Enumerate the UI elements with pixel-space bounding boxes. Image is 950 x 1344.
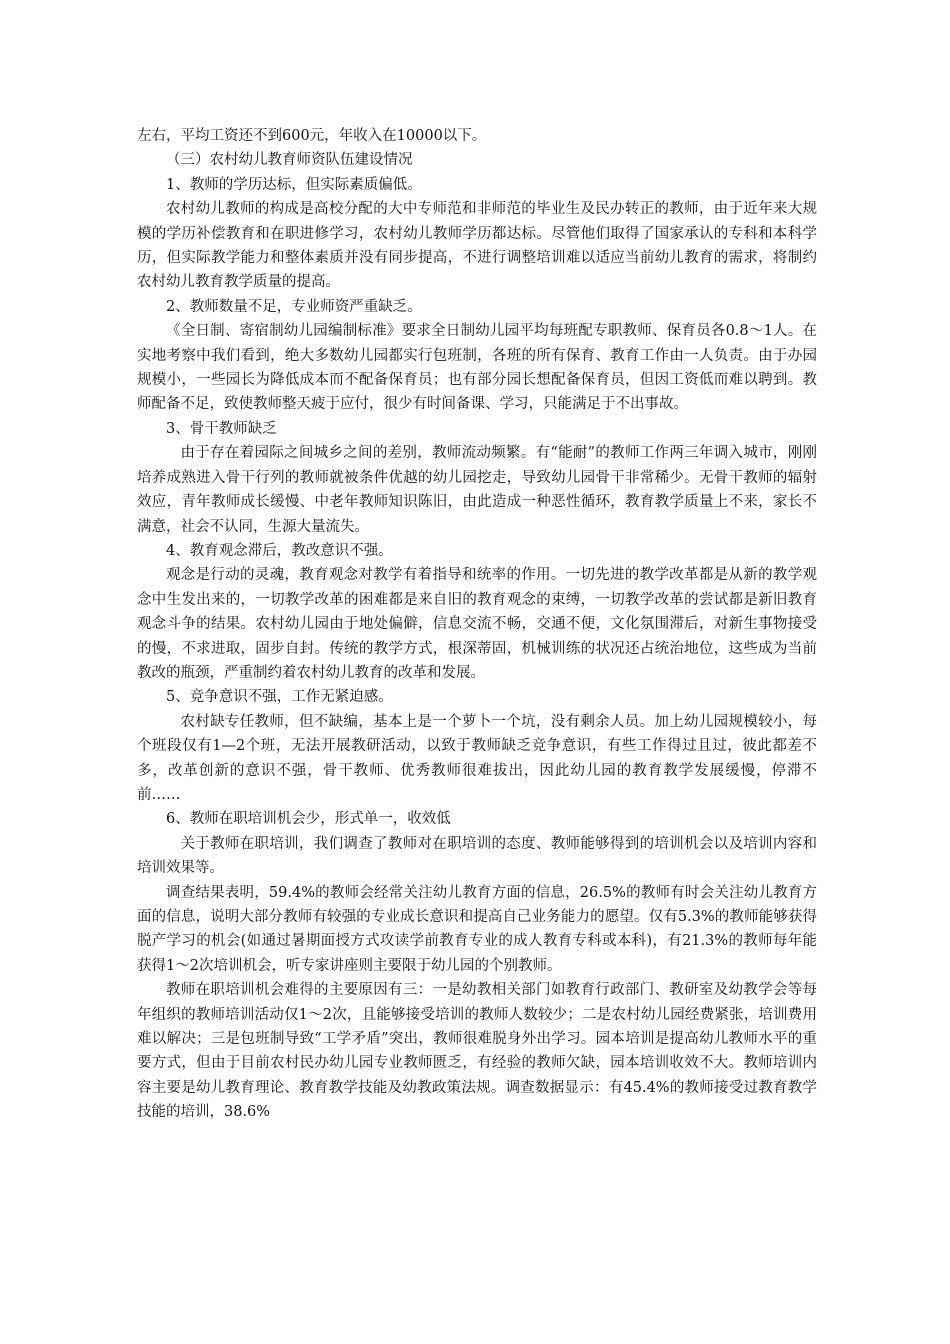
paragraph-5: 《全日制、寄宿制幼儿园编制标准》要求全日制幼儿园平均每班配专职教师、保育员各0.8～1人。在实地考察中我们看到，绝大多数幼儿园都实行包班制，各班的所有保育、教育工作由一人负责。由于办园规模小，一些园长为降低成本而不配备保育员；也有部分园长想配备保育员，但因工资低而难以聘到。教师配备不足，致使教师整天疲于应付，很少有时间备课、学习，只能满足于不出事故。 (137, 323, 817, 413)
subheading-5: 5、竞争意识不强，工作无紧迫感。 (166, 689, 393, 706)
subheading-6: 6、教师在职培训机会少，形式单一，收效低 (166, 811, 451, 828)
paragraph-0: 左右，平均工资还不到600元，年收入在10000以下。 (137, 128, 487, 144)
paragraph-11: 农村缺专任教师，但不缺编，基本上是一个萝卜一个坑，没有剩余人员。加上幼儿园规模较小，每个班段仅有1—2个班，无法开展教研活动，以致于教师缺乏竞争意识，有些工作得过且过，彼此都差不多，改革创新的意识不强，骨干教师、优秀教师很难拔出，因此幼儿园的教育教学发展缓慢，停滞不前…… (137, 713, 817, 803)
subheading-2: 2、教师数量不足，专业师资严重缺乏。 (166, 298, 422, 315)
paragraph-13: 关于教师在职培训，我们调查了教师对在职培训的态度、教师能够得到的培训机会以及培训内容和培训效果等。 (137, 835, 817, 877)
document-body (137, 124, 817, 1125)
subheading-1: 1、教师的学历达标，但实际素质偏低。 (166, 176, 422, 193)
paragraph-7: 由于存在着园际之间城乡之间的差别，教师流动频繁。有“能耐”的教师工作两三年调入城市，刚刚培养成熟进入骨干行列的教师就被条件优越的幼儿园挖走，导致幼儿园骨干非常稀少。无骨干教师的辐射效应，青年教师成长缓慢、中老年教师知识陈旧，由此造成一种恶性循环，教育教学质量上不来，家长不满意，社会不认同，生源大量流失。 (137, 445, 817, 535)
paragraph-9: 观念是行动的灵魂，教育观念对教学有着指导和统率的作用。一切先进的教学改革都是从新的教学观念中生发出来的，一切教学改革的困难都是来自旧的教育观念的束缚，一切教学改革的尝试都是新旧教育观念斗争的结果。农村幼儿园由于地处偏僻，信息交流不畅，交通不便，文化氛围滞后，对新生事物接受的慢，不求进取，固步自封。传统的教学方式，根深蒂固，机械训练的状况还占统治地位，这些成为当前教改的瓶颈，严重制约着农村幼儿教育的改革和发展。 (137, 567, 817, 681)
subheading-3: 3、骨干教师缺乏 (166, 420, 277, 437)
paragraph-3: 农村幼儿教师的构成是高校分配的大中专师范和非师范的毕业生及民办转正的教师，由于近年来大规模的学历补偿教育和在职进修学习，农村幼儿教师学历都达标。尽管他们取得了国家承认的专科和本科学历，但实际教学能力和整体素质并没有同步提高，不进行调整培训难以适应当前幼儿教育的需求，将制约农村幼儿教育教学质量的提高。 (137, 201, 817, 291)
subheading-4: 4、教育观念滞后，教改意识不强。 (166, 542, 393, 559)
paragraph-15: 教师在职培训机会难得的主要原因有三：一是幼教相关部门如教育行政部门、教研室及幼教学会等每年组织的教师培训活动仅1～2次，且能够接受培训的教师人数较少；二是农村幼儿园经费紧张，培训费用难以解决；三是包班制导致“工学矛盾”突出，教师很难脱身外出学习。园本培训是提高幼儿教师水平的重要方式，但由于目前农村民办幼儿园专业教师匮乏，有经验的教师欠缺，园本培训收效不大。教师培训内容主要是幼儿教育理论、教育教学技能及幼教政策法规。调查数据显示：有45.4%的教师接受过教育教学技能的培训，38.6% (137, 982, 817, 1121)
section-heading-teacher-team: （三）农村幼儿教育师资队伍建设情况 (166, 152, 413, 169)
paragraph-14: 调查结果表明，59.4%的教师会经常关注幼儿教育方面的信息，26.5%的教师有时会关注幼儿教育方面的信息，说明大部分教师有较强的专业成长意识和提高自己业务能力的愿望。仅有5.3%的教师能够获得脱产学习的机会(如通过暑期面授方式攻读学前教育专业的成人教育专科或本科)，有21.3%的教师每年能获得1～2次培训机会，听专家讲座则主要限于幼儿园的个别教师。 (137, 884, 817, 974)
